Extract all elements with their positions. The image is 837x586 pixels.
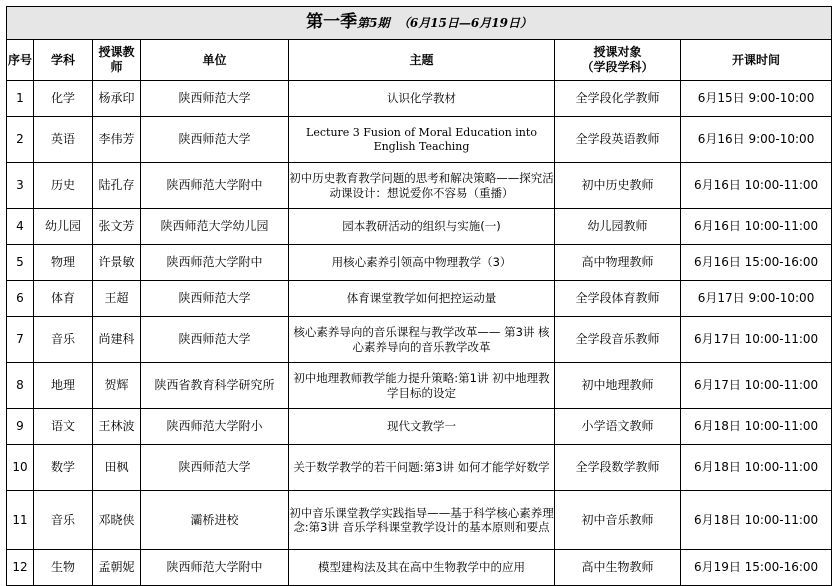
cell-unit: 陕西师范大学附中 [141, 245, 289, 281]
cell-audience: 初中地理教师 [555, 363, 681, 409]
cell-audience: 全学段体育教师 [555, 281, 681, 317]
header-subject: 学科 [34, 40, 93, 81]
cell-unit: 陕西师范大学 [141, 81, 289, 117]
table-row [7, 317, 832, 363]
table-title [7, 7, 832, 40]
cell-audience: 全学段数学教师 [555, 445, 681, 491]
cell-unit: 陕西师范大学 [141, 117, 289, 163]
cell-subject: 音乐 [34, 317, 93, 363]
title-issue: 第5期 [357, 16, 390, 31]
header-audience-line1: 授课对象 [593, 45, 642, 59]
cell-teacher: 李伟芳 [93, 117, 141, 163]
table-row [7, 81, 832, 117]
cell-unit: 陕西师范大学 [141, 281, 289, 317]
cell-topic: 现代文教学一 [289, 409, 555, 445]
cell-topic: 初中历史教育教学问题的思考和解决策略——探究活动课设计：想说爱你不容易（重播） [289, 163, 555, 209]
table-row [7, 209, 832, 245]
cell-audience: 高中物理教师 [555, 245, 681, 281]
header-topic: 主题 [289, 40, 555, 81]
cell-audience: 幼儿园教师 [555, 209, 681, 245]
cell-teacher: 邓晓侠 [93, 491, 141, 550]
cell-subject: 语文 [34, 409, 93, 445]
header-audience-line2: （学段学科） [581, 60, 654, 74]
cell-no: 2 [7, 117, 34, 163]
cell-no: 4 [7, 209, 34, 245]
header-row [7, 40, 832, 81]
table-row [7, 117, 832, 163]
cell-time: 6月17日 10:00-11:00 [681, 363, 832, 409]
cell-no: 9 [7, 409, 34, 445]
cell-topic: 用核心素养引领高中物理教学（3） [289, 245, 555, 281]
cell-audience: 全学段英语教师 [555, 117, 681, 163]
cell-topic: 关于数学教学的若干问题:第3讲 如何才能学好数学 [289, 445, 555, 491]
cell-audience: 全学段化学教师 [555, 81, 681, 117]
title-dates: （6月15日—6月19日） [397, 16, 532, 31]
cell-subject: 历史 [34, 163, 93, 209]
cell-teacher: 贺辉 [93, 363, 141, 409]
cell-teacher: 孟朝妮 [93, 550, 141, 586]
cell-time: 6月16日 9:00-10:00 [681, 117, 832, 163]
table-row [7, 409, 832, 445]
cell-audience: 初中历史教师 [555, 163, 681, 209]
table-row [7, 281, 832, 317]
cell-no: 5 [7, 245, 34, 281]
cell-topic: 体育课堂教学如何把控运动量 [289, 281, 555, 317]
cell-subject: 英语 [34, 117, 93, 163]
table-body [7, 81, 832, 586]
cell-teacher: 王超 [93, 281, 141, 317]
cell-no: 7 [7, 317, 34, 363]
cell-unit: 陕西师范大学附中 [141, 163, 289, 209]
header-unit: 单位 [141, 40, 289, 81]
cell-time: 6月17日 9:00-10:00 [681, 281, 832, 317]
header-time: 开课时间 [681, 40, 832, 81]
cell-topic: 园本教研活动的组织与实施(一) [289, 209, 555, 245]
table-row [7, 245, 832, 281]
cell-unit: 灞桥进校 [141, 491, 289, 550]
table-row [7, 550, 832, 586]
cell-unit: 陕西师范大学幼儿园 [141, 209, 289, 245]
title-season: 第一季 [306, 12, 358, 33]
cell-no: 8 [7, 363, 34, 409]
table-row [7, 163, 832, 209]
cell-audience: 全学段音乐教师 [555, 317, 681, 363]
cell-time: 6月16日 15:00-16:00 [681, 245, 832, 281]
table-row [7, 445, 832, 491]
cell-subject: 物理 [34, 245, 93, 281]
cell-topic: 初中音乐课堂教学实践指导——基于科学核心素养理念:第3讲 音乐学科课堂教学设计的基本原则和要点 [289, 491, 555, 550]
cell-teacher: 许景敏 [93, 245, 141, 281]
header-teacher: 授课教师 [93, 40, 141, 81]
cell-no: 12 [7, 550, 34, 586]
table-row [7, 363, 832, 409]
cell-unit: 陕西师范大学附小 [141, 409, 289, 445]
cell-no: 1 [7, 81, 34, 117]
cell-no: 6 [7, 281, 34, 317]
cell-teacher: 张文芳 [93, 209, 141, 245]
cell-time: 6月15日 9:00-10:00 [681, 81, 832, 117]
cell-no: 3 [7, 163, 34, 209]
cell-teacher: 杨承印 [93, 81, 141, 117]
cell-time: 6月17日 10:00-11:00 [681, 317, 832, 363]
cell-teacher: 陆孔存 [93, 163, 141, 209]
cell-no: 11 [7, 491, 34, 550]
cell-subject: 生物 [34, 550, 93, 586]
table-row [7, 491, 832, 550]
cell-audience: 初中音乐教师 [555, 491, 681, 550]
cell-topic: 核心素养导向的音乐课程与教学改革—— 第3讲 核心素养导向的音乐教学改革 [289, 317, 555, 363]
cell-topic: 模型建构法及其在高中生物教学中的应用 [289, 550, 555, 586]
cell-topic: 认识化学教材 [289, 81, 555, 117]
schedule-table [6, 6, 832, 586]
cell-audience: 高中生物教师 [555, 550, 681, 586]
cell-unit: 陕西省教育科学研究所 [141, 363, 289, 409]
cell-time: 6月16日 10:00-11:00 [681, 209, 832, 245]
cell-time: 6月18日 10:00-11:00 [681, 409, 832, 445]
cell-unit: 陕西师范大学 [141, 445, 289, 491]
cell-time: 6月16日 10:00-11:00 [681, 163, 832, 209]
cell-time: 6月18日 10:00-11:00 [681, 445, 832, 491]
cell-subject: 幼儿园 [34, 209, 93, 245]
cell-subject: 化学 [34, 81, 93, 117]
cell-subject: 音乐 [34, 491, 93, 550]
cell-teacher: 田枫 [93, 445, 141, 491]
cell-teacher: 尚建科 [93, 317, 141, 363]
cell-subject: 地理 [34, 363, 93, 409]
cell-time: 6月18日 10:00-11:00 [681, 491, 832, 550]
cell-subject: 数学 [34, 445, 93, 491]
cell-time: 6月19日 15:00-16:00 [681, 550, 832, 586]
cell-no: 10 [7, 445, 34, 491]
cell-subject: 体育 [34, 281, 93, 317]
header-audience [555, 40, 681, 81]
cell-topic: 初中地理教师教学能力提升策略:第1讲 初中地理教学目标的设定 [289, 363, 555, 409]
header-no: 序号 [7, 40, 34, 81]
cell-unit: 陕西师范大学 [141, 317, 289, 363]
cell-teacher: 王林波 [93, 409, 141, 445]
cell-audience: 小学语文教师 [555, 409, 681, 445]
cell-unit: 陕西师范大学附中 [141, 550, 289, 586]
cell-topic: Lecture 3 Fusion of Moral Education into English Teaching [289, 117, 555, 163]
